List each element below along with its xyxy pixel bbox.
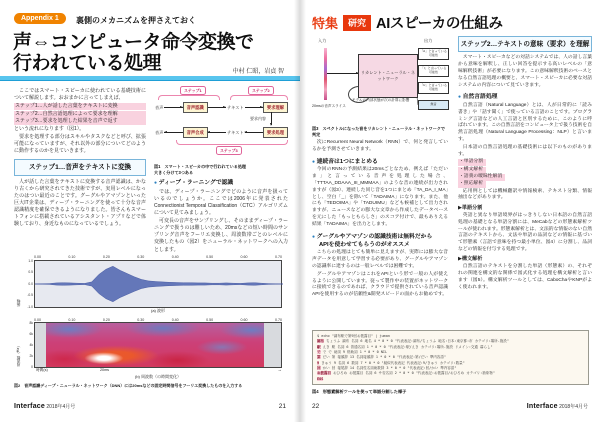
list-item: ・照応解析 [458,181,486,188]
speech-recognition-box: 音声認識 [183,102,208,113]
output-box-i: 「I」と言っている可能性 [418,65,449,77]
paragraph: スマート・スピーカなどの対話システムでは、人の話し言葉から意味を解釈し、正しい回答を提示する高いレベルの「意味解釈技術」が必要になります。この意味解釈技術のベースとなる自然言語処理の概要と、スマート・スピーカに必要な対話システムの内容について見ていきます。 [458,55,592,88]
page-number: 21 [278,403,286,410]
speech-synthesis-box: 音声合成 [183,127,208,138]
highlighted-step: ステップ1…人が話した言葉をテキストに変換 [14,103,146,110]
highlighted-step: ステップ3…要求を処理した結果を音声で返す [14,118,146,125]
issue-label: 2018年4月号 [559,404,588,410]
token-highlight: 9 [317,360,320,365]
time-tick: 0.50 [206,317,214,322]
section-heading: ● 自然言語処理 [458,94,498,101]
time-tick: 0.60 [240,317,248,322]
arrow-right-icon [327,73,358,74]
paragraph: 応用例としては機械翻訳や情報検索、テキスト分類、情報抽出などがあります。 [458,188,592,201]
time-tick: 0.10 [68,317,76,322]
magazine-logo: Interface [14,403,45,410]
output-box-u: 「U」と言っている可能性 [418,82,449,94]
waveform-svg [35,261,283,307]
code-line: で で で 助詞 9 格助詞 1 * 0 * 0 NIL [317,349,388,354]
spectrogram-image [35,323,281,367]
feature-label: 特集 [312,16,339,31]
paragraph: では、ディープ・ラーニングでどのように音声を扱っているのでしょうか。ここでは2006年に発表されたConnectionist Temporal Classification（CTC）アルゴリズムについて見てみましょう。 [154,188,288,217]
figure1-caption: 図1 スマート・スピーカの中で行われている処理 大きく分けて3つある [154,164,247,175]
article-title-line1: 声⇔コンピュータ命令変換で [13,32,254,53]
frequency-ticks [23,321,33,369]
code-line: 回 かい 回 接尾辞 14 名詞性名詞助数辞 3 * 0 * 0 "代表表記:回/かい 準内容語" [317,365,457,370]
left-column [14,88,146,229]
token-highlight: 回 [317,365,321,370]
time-tick: 0.30 [137,255,145,259]
paragraph: 可変長の音声をサンプリングし、そのままディープ・ラーニングで扱うのは難しいため、20msなどの短い時間のサンプリング音声をフーリエ変換し、周波数帯ごとのレベルに変換したもの（図2）をニューラル・ネットワークへの入力とします。 [154,218,288,253]
paragraph: 自然言語（Natural Language）とは、人が日常的に「読み書き」や「話す聞く」で使っている言語のことです。プログラミング言語などの人工言語と区別するために、このように呼ばれています。この自然言語をコンピュータ上で扱う技術を自然言語処理（Natural Language Processing：NLP）と言います。 [458,103,592,143]
brace-step3 [176,140,288,145]
article-title-line2: 行われている処理 [13,53,162,74]
model-state-note: モデルの内部状態が次の計算に影響 [352,98,410,102]
right-page [300,0,600,422]
output-box-silence: 無音 [418,100,449,110]
arrow-right-icon: → [277,367,282,372]
time-tick: 0.40 [171,317,179,322]
brace-step2 [230,95,288,100]
token-highlight: 第 [317,355,321,360]
feature-header [312,12,503,33]
time-tick: 0.60 [240,255,248,259]
20ms-annotation: 20ms [100,368,110,372]
highlighted-steps-list [14,103,146,125]
amp-tick: -0.5 [27,293,33,297]
code-lines [317,334,584,382]
arrow-right-icon [245,107,263,108]
code-line: 駅 えき 駅 名詞 6 普通名詞 1 * 0 * 0 "代表表記:駅/えき カテゴリ:場所-施設 ドメイン:交通 暮らし" [317,344,493,349]
freq-tick: 2k [29,354,33,358]
output-box-a: 「A」と言っている可能性 [418,48,449,60]
list-item: ・構文解析 [458,167,486,174]
voice-label: 音声 [155,129,164,135]
feature-title: AIスピーカの仕組み [376,16,503,32]
time-tick: 0.00 [34,255,41,259]
section-heading: ● グーグルやアマゾンの認識技術は無料だから APIを使わせてもらうのがオススメ [312,233,433,248]
spectrogram-notes [34,368,282,374]
kicker-text: 裏側のメカニズムを押さえておく [76,16,196,25]
waveform-chart [16,253,282,309]
token-highlight: EOS [317,376,324,381]
appendix-badge: Appendix 1 [14,13,66,24]
page-number: 22 [312,403,320,410]
paragraph: 自然言語のテキストを分割した単語（形態素）の、それぞれの関連を構文的な関係で図式化する処理を構文解析と言います（図5）。構文解析ツールとしては、CaboChaやKNPがよく使われます。 [458,264,592,290]
amplitude-ticks [23,259,33,309]
paragraph: 今回のRNNの予測結果は20msごとなため、例えば「ただいま」と言っている音声を処理した場合、「TTTAA_DDAAA_III_MMMAA」のような音の連続が出力されますが（図3）、連続した同じ音を1つにまとめ「TA_DA_I_MA」とし、空白「_」を除いて「TADAIMA」になります。また、他にも「TEDOIMA」や「TADUIMU」なども候補として出力されますが、ニュースなどの膨大な文章から作成したデータベースを元にした「もっともらしさ」のスコア付けで、最もありえる結果「TADAIMA」を出力とします。 [312,167,448,227]
arrow-right-icon [164,107,182,108]
time-unit-label: 時間(s) [36,368,48,372]
voice-label: 音声 [155,104,164,110]
figure3-diagram [312,38,448,124]
research-badge: 研究 [343,15,371,31]
figure2 [14,253,286,388]
request-content-label: 要求内容 [250,116,266,121]
figure1-diagram [154,86,288,162]
time-tick: 0.10 [68,255,76,259]
time-tick: 0.00 [34,317,41,322]
spectrogram-plot [16,321,282,369]
authors: 中村 仁昭，岩貞 智 [232,69,284,75]
time-tick: 0.40 [171,255,179,259]
section-heading: ● ディープ・ラーニングで認識 [154,180,234,187]
token-highlight: で [317,349,321,354]
paragraph: 次にRecurrent Neural Network（RNN）で、何と発言しているかを予測させていきます。 [312,140,448,152]
arrow-left-icon [245,132,263,133]
left-column [312,38,448,300]
issue-label: 2018年4月号 [46,404,76,410]
text-label: テキスト [226,104,244,110]
waveform-plot [16,258,282,309]
audio-slice-spectrum-bar [324,48,327,100]
paragraph: こちらの処理はとても簡単に見えますが、実際には膨大な音声データを用意して学習する必要があり、グーグルやアマゾンの認識率に達するのは一般レベルでは困難です。 [312,250,448,270]
right-column [154,86,288,255]
after-steps-text: という流れになります（図1）。 [14,125,85,132]
bullet-icon: ● [312,158,316,165]
request-processing-box: 要求処理 [263,127,288,138]
fig1-top-row [154,102,288,113]
right-column [458,36,592,293]
step2-pill: ステップ2 [248,86,274,95]
spectrogram-chart [16,316,282,369]
section-heading: ● 連続音は1つにまとめる [312,158,378,165]
paragraph: 要求を処理する部分はスキルやタスクなどと呼び、拡張可能になっていますが、それ以外の部分についてどのように動作するのかを見ていきます。 [14,134,146,155]
sub-heading: ▶単語分割 [458,204,483,211]
time-tick: 0.70 [274,317,282,322]
freq-tick: 0 [31,365,33,369]
step1-heading-box: ステップ1…音声をテキストに変換 [14,159,146,175]
time-tick: 0.20 [102,255,110,259]
waveform-sublabel: (a) 波形 [151,307,165,313]
figure3-caption: 図3 スペクトルになった音をリカレント・ニューラル・ネットワークで判定 [312,126,446,137]
brace-step1 [158,95,220,100]
amp-tick: 0.0 [28,281,33,286]
paragraph: 人が話した言葉をテキストに変換する音声認識は、かなり古くから研究されてきた技術ですが、実用レベルになったのはつい最近のことです。グーグルやアマゾンといった巨大IT企業は、ディープ・ラーニングを使って十分な音声認識精度を確保できるようになりました。皆さんもスマートフォンに搭載されているアシスタント・アプリなどで体験しており、身近なものになっているでしょう。 [14,178,146,228]
list-item: ・語義の曖昧性解消 [458,174,505,181]
request-understanding-box: 要求理解 [263,102,288,113]
code-line [317,377,584,382]
code-line: $ echo "調布駅で第9回お披露目" | juman [317,334,390,338]
list-item: ・単語分割 [458,159,486,166]
bullet-icon: ● [312,233,316,240]
step1-pill: ステップ1 [180,86,206,95]
audio-slice-label: 20msの音声スライス [312,104,346,108]
arrow-left-icon [164,132,182,133]
arrow-right-icon [208,107,226,108]
freq-tick: 8k [29,321,33,325]
step3-pill: ステップ3 [216,146,242,155]
bullet-icon: ● [458,94,462,101]
step2-heading-box: ステップ2…テキストの意味（要求）を理解 [458,36,592,52]
freq-tick: 4k [29,343,33,347]
arrow-down-icon [271,112,272,125]
paragraph: 日本語の自然言語処理の基礎技術には以下のものがあります。 [458,144,592,157]
fig1-bottom-row [154,127,288,138]
text-label: テキスト [226,129,244,135]
input-label: 入力 [318,38,327,43]
nlp-techniques-list [458,159,592,188]
paragraph: 英語と異なり単語境界がはっきりしない日本語の自然言語処理の基礎となる単語分割には、MeCabなどの形態素解析ツールが使われます。形態素解析とは、文法的な情報のない自然言語のテキストから、文法や単語の品詞などの情報に基づいて形態素（言語で意味を持つ最小単位、図4）に分割し、品詞などの情報を付与する処理です。 [458,212,592,252]
code-line: 調布 ちょうふ 調布 名詞 6 地名 4 * 0 * 0 "代表表記:調布/ちょうふ 地名:日本:東京都:市 カテゴリ:場所-施設" [317,339,509,344]
token-highlight: お披露目 [317,371,331,376]
spectrogram-sublabel: (b) 周波数（の時間変化） [135,374,181,379]
freq-tick: 6k [29,332,33,336]
amplitude-axis-label: 振幅 [16,299,20,307]
paragraph: グーグルやアマゾンはこれをAPIという形で一般の人が使えるように公開しています。従って製作中の装置がネットワークに接続できるのであれば、クラウドで提供されている音声認識APIを使用するのが信頼性&開発スピードの面からお勧めです。 [312,271,448,298]
output-label: 出力 [424,38,433,43]
intro-paragraph: ここではスマート・スピーカに使われている基礎技術について解説します。おおまかに言ってしまえば、 [14,88,146,102]
arrow-left-icon [208,132,226,133]
figure4-terminal-output [312,330,589,385]
highlighted-step: ステップ2…自然言語処理によって要求を理解 [14,111,146,118]
time-tick: 0.20 [102,317,110,322]
figure2-caption: 図2 音声認識ディープ・ニューラル・ネットワーク（DNN）には20msなどの固定時間信号をフーリエ変換したものを入力する [14,382,243,388]
code-line: 第 だい 第 接頭辞 13 名詞接頭辞 1 * 0 * 0 "代表表記:第/だい 準内容語" [317,355,446,360]
rnn-box: リカレント・ニューラル・ネットワーク [358,54,418,98]
time-tick: 0.50 [206,255,214,259]
time-tick: 0.70 [274,255,282,259]
code-line: お披露目 おひろめ お披露目 名詞 6 サ変名詞 2 * 0 * 0 "代表表記:お披露目/おひろめ カテゴリ:抽象物" [317,371,495,376]
figure4-caption: 図4 形態素解析ツールを使って単語分割した様子 [312,389,407,394]
token-highlight: 駅 [317,344,321,349]
token-highlight: 調布 [317,339,324,344]
amp-tick: 1.0 [28,258,33,263]
bullet-icon: ● [154,180,158,187]
frequency-axis-label: 周波数（Hz） [16,343,20,367]
code-line: 9 きゅう 9 名詞 6 数詞 7 * 0 * 0 "疑似代表表記 代表表記:9/きゅう カテゴリ:数量" [317,360,465,365]
sub-heading: ▶構文解析 [458,256,483,263]
title-divider-bar [0,76,300,81]
amp-tick: 0.5 [28,270,33,274]
time-tick: 0.30 [137,317,145,322]
magazine-logo: Interface [526,403,558,410]
amp-tick: -1.0 [27,304,33,309]
